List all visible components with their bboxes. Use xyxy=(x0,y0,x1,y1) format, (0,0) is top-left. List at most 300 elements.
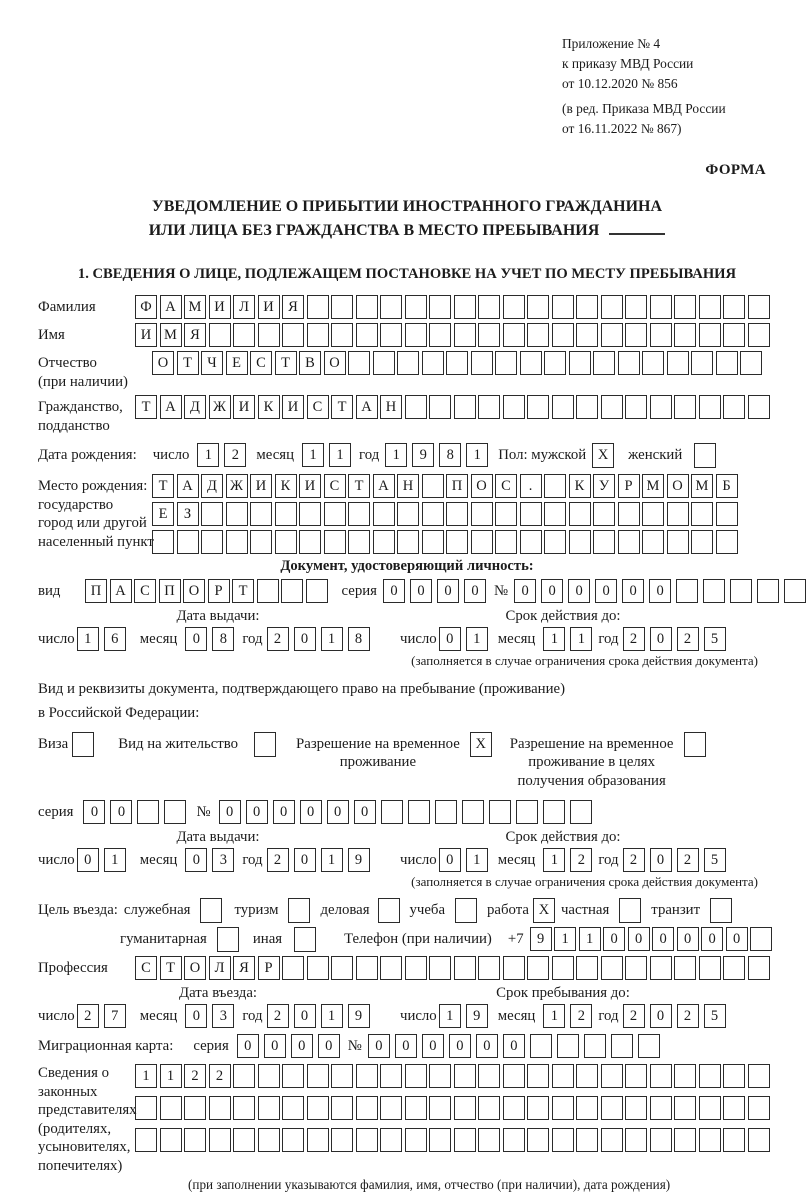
char-cell[interactable] xyxy=(226,530,248,554)
char-cell[interactable] xyxy=(527,956,549,980)
char-cell[interactable]: 0 xyxy=(568,579,590,603)
char-cell[interactable]: 0 xyxy=(219,800,241,824)
char-cell[interactable] xyxy=(674,956,696,980)
char-cell[interactable] xyxy=(478,956,500,980)
char-cell[interactable]: 1 xyxy=(543,1004,565,1028)
char-cell[interactable] xyxy=(691,351,713,375)
char-cell[interactable]: 0 xyxy=(110,800,132,824)
char-cell[interactable]: Т xyxy=(135,395,157,419)
char-cell[interactable]: 0 xyxy=(294,1004,316,1028)
char-cell[interactable] xyxy=(373,530,395,554)
char-cell[interactable] xyxy=(642,502,664,526)
char-cell[interactable] xyxy=(625,1064,647,1088)
char-cell[interactable] xyxy=(503,323,525,347)
char-cell[interactable] xyxy=(226,502,248,526)
char-cell[interactable]: 2 xyxy=(570,1004,592,1028)
char-cell[interactable]: 2 xyxy=(677,1004,699,1028)
char-cell[interactable] xyxy=(520,351,542,375)
char-cell[interactable] xyxy=(331,956,353,980)
char-cell[interactable]: 2 xyxy=(184,1064,206,1088)
char-cell[interactable] xyxy=(748,956,770,980)
char-cell[interactable] xyxy=(331,1096,353,1120)
char-cell[interactable]: Ж xyxy=(226,474,248,498)
purpose-delovaya-checkbox[interactable] xyxy=(378,898,400,923)
purpose-sluzhebnaya-checkbox[interactable] xyxy=(200,898,222,923)
char-cell[interactable]: 0 xyxy=(368,1034,390,1058)
char-cell[interactable] xyxy=(618,502,640,526)
char-cell[interactable] xyxy=(380,323,402,347)
char-cell[interactable] xyxy=(281,579,303,603)
char-cell[interactable] xyxy=(209,1128,231,1152)
char-cell[interactable]: 2 xyxy=(209,1064,231,1088)
char-cell[interactable]: 2 xyxy=(677,848,699,872)
char-cell[interactable]: 9 xyxy=(530,927,552,951)
char-cell[interactable]: 0 xyxy=(541,579,563,603)
char-cell[interactable] xyxy=(676,579,698,603)
char-cell[interactable] xyxy=(544,351,566,375)
char-cell[interactable] xyxy=(691,502,713,526)
char-cell[interactable]: 2 xyxy=(267,627,289,651)
purpose-tranzit-checkbox[interactable] xyxy=(710,898,732,923)
char-cell[interactable] xyxy=(527,323,549,347)
char-cell[interactable] xyxy=(257,579,279,603)
char-cell[interactable] xyxy=(233,1064,255,1088)
char-cell[interactable]: О xyxy=(183,579,205,603)
char-cell[interactable]: Д xyxy=(201,474,223,498)
char-cell[interactable]: Т xyxy=(177,351,199,375)
char-cell[interactable]: Я xyxy=(184,323,206,347)
gender-female-checkbox[interactable] xyxy=(694,443,716,468)
char-cell[interactable] xyxy=(723,323,745,347)
char-cell[interactable] xyxy=(282,1096,304,1120)
char-cell[interactable] xyxy=(471,502,493,526)
char-cell[interactable] xyxy=(356,1128,378,1152)
char-cell[interactable] xyxy=(716,351,738,375)
char-cell[interactable] xyxy=(527,1064,549,1088)
char-cell[interactable]: 0 xyxy=(514,579,536,603)
purpose-rabota-checkbox[interactable]: X xyxy=(533,898,555,923)
char-cell[interactable]: Т xyxy=(160,956,182,980)
char-cell[interactable] xyxy=(331,295,353,319)
char-cell[interactable] xyxy=(601,956,623,980)
char-cell[interactable] xyxy=(650,323,672,347)
char-cell[interactable]: 0 xyxy=(650,1004,672,1028)
char-cell[interactable]: 0 xyxy=(726,927,748,951)
char-cell[interactable]: 1 xyxy=(543,848,565,872)
char-cell[interactable]: Р xyxy=(208,579,230,603)
char-cell[interactable]: 0 xyxy=(701,927,723,951)
purpose-ucheba-checkbox[interactable] xyxy=(455,898,477,923)
char-cell[interactable]: 9 xyxy=(348,848,370,872)
char-cell[interactable]: Я xyxy=(233,956,255,980)
char-cell[interactable] xyxy=(650,1128,672,1152)
char-cell[interactable] xyxy=(642,351,664,375)
char-cell[interactable] xyxy=(405,1096,427,1120)
char-cell[interactable]: 1 xyxy=(302,443,324,467)
char-cell[interactable]: Т xyxy=(348,474,370,498)
char-cell[interactable] xyxy=(569,351,591,375)
char-cell[interactable]: Ф xyxy=(135,295,157,319)
char-cell[interactable] xyxy=(381,800,403,824)
char-cell[interactable] xyxy=(299,530,321,554)
char-cell[interactable] xyxy=(723,1064,745,1088)
char-cell[interactable]: 1 xyxy=(160,1064,182,1088)
char-cell[interactable] xyxy=(625,395,647,419)
char-cell[interactable]: К xyxy=(258,395,280,419)
char-cell[interactable] xyxy=(750,927,772,951)
char-cell[interactable] xyxy=(674,1096,696,1120)
edu-permit-checkbox[interactable] xyxy=(684,732,706,757)
char-cell[interactable]: 2 xyxy=(677,627,699,651)
char-cell[interactable] xyxy=(282,323,304,347)
char-cell[interactable]: Т xyxy=(232,579,254,603)
char-cell[interactable]: 1 xyxy=(321,848,343,872)
char-cell[interactable]: 5 xyxy=(704,627,726,651)
char-cell[interactable]: 5 xyxy=(704,848,726,872)
char-cell[interactable] xyxy=(454,956,476,980)
char-cell[interactable]: 2 xyxy=(623,1004,645,1028)
char-cell[interactable]: 1 xyxy=(329,443,351,467)
char-cell[interactable] xyxy=(576,1128,598,1152)
char-cell[interactable] xyxy=(699,956,721,980)
char-cell[interactable]: Е xyxy=(226,351,248,375)
char-cell[interactable] xyxy=(446,530,468,554)
char-cell[interactable] xyxy=(429,1128,451,1152)
char-cell[interactable] xyxy=(527,295,549,319)
char-cell[interactable] xyxy=(137,800,159,824)
char-cell[interactable]: 1 xyxy=(579,927,601,951)
char-cell[interactable] xyxy=(282,956,304,980)
char-cell[interactable] xyxy=(650,395,672,419)
char-cell[interactable] xyxy=(601,395,623,419)
char-cell[interactable] xyxy=(405,295,427,319)
char-cell[interactable] xyxy=(429,1064,451,1088)
char-cell[interactable]: 0 xyxy=(476,1034,498,1058)
char-cell[interactable] xyxy=(258,1064,280,1088)
char-cell[interactable] xyxy=(650,956,672,980)
char-cell[interactable] xyxy=(703,579,725,603)
char-cell[interactable] xyxy=(552,956,574,980)
char-cell[interactable] xyxy=(209,1096,231,1120)
char-cell[interactable] xyxy=(250,530,272,554)
char-cell[interactable] xyxy=(356,295,378,319)
char-cell[interactable] xyxy=(667,351,689,375)
char-cell[interactable]: Р xyxy=(618,474,640,498)
char-cell[interactable] xyxy=(282,1064,304,1088)
char-cell[interactable] xyxy=(307,295,329,319)
char-cell[interactable]: М xyxy=(642,474,664,498)
char-cell[interactable] xyxy=(642,530,664,554)
char-cell[interactable] xyxy=(625,295,647,319)
char-cell[interactable]: Т xyxy=(275,351,297,375)
char-cell[interactable] xyxy=(233,323,255,347)
char-cell[interactable] xyxy=(716,530,738,554)
char-cell[interactable]: Ч xyxy=(201,351,223,375)
char-cell[interactable]: 2 xyxy=(623,848,645,872)
char-cell[interactable]: 1 xyxy=(466,443,488,467)
char-cell[interactable] xyxy=(380,1064,402,1088)
char-cell[interactable] xyxy=(135,1096,157,1120)
char-cell[interactable] xyxy=(397,502,419,526)
char-cell[interactable] xyxy=(576,323,598,347)
char-cell[interactable] xyxy=(135,1128,157,1152)
char-cell[interactable] xyxy=(380,295,402,319)
char-cell[interactable]: 0 xyxy=(622,579,644,603)
char-cell[interactable] xyxy=(307,323,329,347)
char-cell[interactable] xyxy=(611,1034,633,1058)
char-cell[interactable]: 0 xyxy=(650,848,672,872)
char-cell[interactable]: 0 xyxy=(383,579,405,603)
char-cell[interactable]: 1 xyxy=(135,1064,157,1088)
char-cell[interactable] xyxy=(184,1096,206,1120)
char-cell[interactable]: П xyxy=(85,579,107,603)
char-cell[interactable] xyxy=(584,1034,606,1058)
char-cell[interactable]: О xyxy=(152,351,174,375)
char-cell[interactable] xyxy=(503,395,525,419)
char-cell[interactable] xyxy=(757,579,779,603)
char-cell[interactable] xyxy=(667,502,689,526)
char-cell[interactable] xyxy=(471,351,493,375)
char-cell[interactable] xyxy=(576,395,598,419)
char-cell[interactable]: И xyxy=(209,295,231,319)
char-cell[interactable] xyxy=(552,1128,574,1152)
char-cell[interactable] xyxy=(557,1034,579,1058)
char-cell[interactable]: М xyxy=(184,295,206,319)
char-cell[interactable] xyxy=(667,530,689,554)
char-cell[interactable] xyxy=(552,295,574,319)
char-cell[interactable]: 9 xyxy=(348,1004,370,1028)
char-cell[interactable] xyxy=(552,323,574,347)
char-cell[interactable] xyxy=(748,295,770,319)
char-cell[interactable]: 0 xyxy=(464,579,486,603)
char-cell[interactable]: 0 xyxy=(185,848,207,872)
char-cell[interactable]: 3 xyxy=(212,848,234,872)
char-cell[interactable] xyxy=(699,395,721,419)
char-cell[interactable] xyxy=(650,1064,672,1088)
char-cell[interactable]: 9 xyxy=(466,1004,488,1028)
char-cell[interactable] xyxy=(544,530,566,554)
char-cell[interactable] xyxy=(569,530,591,554)
char-cell[interactable]: 0 xyxy=(677,927,699,951)
char-cell[interactable] xyxy=(408,800,430,824)
char-cell[interactable] xyxy=(454,1064,476,1088)
char-cell[interactable] xyxy=(258,323,280,347)
char-cell[interactable] xyxy=(478,295,500,319)
char-cell[interactable] xyxy=(748,1064,770,1088)
char-cell[interactable]: 1 xyxy=(554,927,576,951)
char-cell[interactable]: 1 xyxy=(321,1004,343,1028)
char-cell[interactable] xyxy=(576,295,598,319)
char-cell[interactable]: М xyxy=(160,323,182,347)
purpose-turizm-checkbox[interactable] xyxy=(288,898,310,923)
char-cell[interactable]: Е xyxy=(152,502,174,526)
char-cell[interactable] xyxy=(723,956,745,980)
char-cell[interactable]: . xyxy=(520,474,542,498)
char-cell[interactable] xyxy=(530,1034,552,1058)
char-cell[interactable] xyxy=(422,530,444,554)
char-cell[interactable] xyxy=(356,323,378,347)
char-cell[interactable]: Б xyxy=(716,474,738,498)
char-cell[interactable]: 0 xyxy=(628,927,650,951)
char-cell[interactable] xyxy=(422,474,444,498)
char-cell[interactable]: И xyxy=(299,474,321,498)
char-cell[interactable]: 1 xyxy=(321,627,343,651)
char-cell[interactable]: 1 xyxy=(466,627,488,651)
char-cell[interactable] xyxy=(348,351,370,375)
char-cell[interactable]: 0 xyxy=(449,1034,471,1058)
char-cell[interactable] xyxy=(446,351,468,375)
char-cell[interactable] xyxy=(650,295,672,319)
char-cell[interactable] xyxy=(552,1064,574,1088)
char-cell[interactable] xyxy=(699,323,721,347)
char-cell[interactable]: 2 xyxy=(267,848,289,872)
char-cell[interactable]: С xyxy=(307,395,329,419)
char-cell[interactable] xyxy=(503,1064,525,1088)
char-cell[interactable] xyxy=(429,295,451,319)
char-cell[interactable]: 8 xyxy=(439,443,461,467)
char-cell[interactable] xyxy=(576,956,598,980)
char-cell[interactable]: 2 xyxy=(623,627,645,651)
char-cell[interactable] xyxy=(593,351,615,375)
char-cell[interactable]: О xyxy=(667,474,689,498)
char-cell[interactable] xyxy=(716,502,738,526)
char-cell[interactable]: 0 xyxy=(294,848,316,872)
char-cell[interactable] xyxy=(201,502,223,526)
char-cell[interactable] xyxy=(478,1064,500,1088)
char-cell[interactable] xyxy=(503,956,525,980)
char-cell[interactable]: У xyxy=(593,474,615,498)
char-cell[interactable] xyxy=(748,395,770,419)
char-cell[interactable]: А xyxy=(373,474,395,498)
char-cell[interactable]: 0 xyxy=(652,927,674,951)
char-cell[interactable] xyxy=(331,1128,353,1152)
char-cell[interactable]: Л xyxy=(233,295,255,319)
char-cell[interactable]: 7 xyxy=(104,1004,126,1028)
char-cell[interactable] xyxy=(478,1096,500,1120)
char-cell[interactable] xyxy=(699,1128,721,1152)
char-cell[interactable] xyxy=(435,800,457,824)
char-cell[interactable]: 1 xyxy=(385,443,407,467)
char-cell[interactable] xyxy=(625,956,647,980)
char-cell[interactable] xyxy=(422,502,444,526)
char-cell[interactable]: 0 xyxy=(439,627,461,651)
char-cell[interactable] xyxy=(405,956,427,980)
char-cell[interactable] xyxy=(723,1128,745,1152)
char-cell[interactable] xyxy=(348,530,370,554)
char-cell[interactable]: Д xyxy=(184,395,206,419)
char-cell[interactable] xyxy=(784,579,806,603)
char-cell[interactable]: 0 xyxy=(246,800,268,824)
char-cell[interactable]: 0 xyxy=(83,800,105,824)
char-cell[interactable] xyxy=(520,502,542,526)
char-cell[interactable] xyxy=(258,1128,280,1152)
char-cell[interactable] xyxy=(184,1128,206,1152)
char-cell[interactable]: 0 xyxy=(300,800,322,824)
char-cell[interactable] xyxy=(527,1128,549,1152)
char-cell[interactable] xyxy=(552,395,574,419)
char-cell[interactable]: 9 xyxy=(412,443,434,467)
char-cell[interactable] xyxy=(201,530,223,554)
char-cell[interactable]: Л xyxy=(209,956,231,980)
char-cell[interactable] xyxy=(429,956,451,980)
char-cell[interactable] xyxy=(748,1128,770,1152)
char-cell[interactable] xyxy=(691,530,713,554)
char-cell[interactable] xyxy=(625,1128,647,1152)
char-cell[interactable] xyxy=(405,1064,427,1088)
char-cell[interactable] xyxy=(307,1128,329,1152)
char-cell[interactable] xyxy=(373,502,395,526)
char-cell[interactable] xyxy=(601,323,623,347)
char-cell[interactable] xyxy=(699,1096,721,1120)
char-cell[interactable] xyxy=(593,502,615,526)
char-cell[interactable] xyxy=(164,800,186,824)
char-cell[interactable] xyxy=(454,1128,476,1152)
char-cell[interactable] xyxy=(723,295,745,319)
char-cell[interactable]: 0 xyxy=(294,627,316,651)
char-cell[interactable] xyxy=(307,1096,329,1120)
char-cell[interactable] xyxy=(674,395,696,419)
char-cell[interactable]: 0 xyxy=(237,1034,259,1058)
char-cell[interactable] xyxy=(489,800,511,824)
char-cell[interactable]: И xyxy=(250,474,272,498)
char-cell[interactable]: 0 xyxy=(595,579,617,603)
visa-checkbox[interactable] xyxy=(72,732,94,757)
char-cell[interactable] xyxy=(471,530,493,554)
char-cell[interactable]: И xyxy=(258,295,280,319)
char-cell[interactable] xyxy=(324,530,346,554)
char-cell[interactable] xyxy=(454,395,476,419)
temp-permit-checkbox[interactable]: X xyxy=(470,732,492,757)
char-cell[interactable]: В xyxy=(299,351,321,375)
char-cell[interactable] xyxy=(674,295,696,319)
char-cell[interactable] xyxy=(356,1064,378,1088)
char-cell[interactable] xyxy=(429,1096,451,1120)
char-cell[interactable]: 1 xyxy=(466,848,488,872)
char-cell[interactable]: О xyxy=(471,474,493,498)
char-cell[interactable] xyxy=(405,1128,427,1152)
char-cell[interactable]: 0 xyxy=(422,1034,444,1058)
char-cell[interactable]: Н xyxy=(380,395,402,419)
char-cell[interactable] xyxy=(503,295,525,319)
char-cell[interactable]: К xyxy=(569,474,591,498)
char-cell[interactable] xyxy=(674,323,696,347)
char-cell[interactable] xyxy=(618,351,640,375)
char-cell[interactable] xyxy=(723,1096,745,1120)
char-cell[interactable] xyxy=(740,351,762,375)
char-cell[interactable] xyxy=(446,502,468,526)
char-cell[interactable]: 8 xyxy=(348,627,370,651)
char-cell[interactable] xyxy=(258,1096,280,1120)
char-cell[interactable] xyxy=(233,1128,255,1152)
char-cell[interactable]: 0 xyxy=(439,848,461,872)
char-cell[interactable] xyxy=(397,351,419,375)
char-cell[interactable]: О xyxy=(324,351,346,375)
char-cell[interactable] xyxy=(495,502,517,526)
char-cell[interactable]: 2 xyxy=(570,848,592,872)
char-cell[interactable] xyxy=(422,351,444,375)
char-cell[interactable]: 0 xyxy=(318,1034,340,1058)
char-cell[interactable] xyxy=(543,800,565,824)
char-cell[interactable] xyxy=(730,579,752,603)
char-cell[interactable]: 2 xyxy=(224,443,246,467)
char-cell[interactable]: С xyxy=(324,474,346,498)
purpose-inaya-checkbox[interactable] xyxy=(294,927,316,952)
char-cell[interactable] xyxy=(601,1096,623,1120)
char-cell[interactable]: 1 xyxy=(77,627,99,651)
char-cell[interactable] xyxy=(356,1096,378,1120)
char-cell[interactable] xyxy=(723,395,745,419)
char-cell[interactable]: 2 xyxy=(77,1004,99,1028)
